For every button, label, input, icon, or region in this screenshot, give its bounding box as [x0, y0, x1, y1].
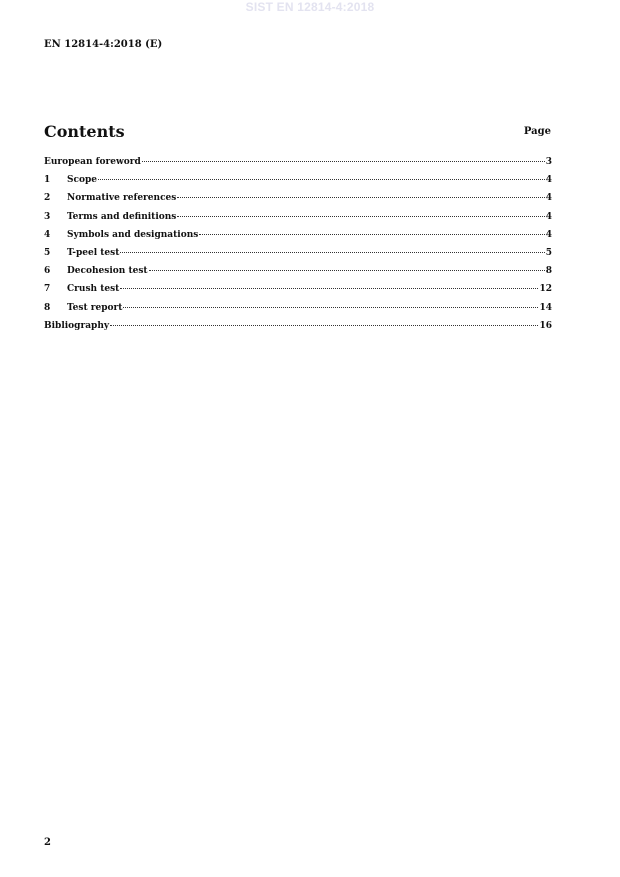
table-of-contents	[44, 157, 552, 339]
toc-entry-title: Decohesion test	[67, 266, 148, 277]
toc-entry[interactable]	[44, 303, 552, 321]
toc-entry-page: 12	[539, 284, 552, 295]
toc-leader	[98, 179, 545, 180]
toc-entry-title: Normative references	[67, 193, 177, 204]
toc-leader	[110, 325, 538, 326]
toc-entry[interactable]	[44, 175, 552, 193]
toc-entry-number: 8	[44, 302, 51, 313]
toc-entry[interactable]	[44, 157, 552, 175]
toc-entry-title: Crush test	[67, 284, 120, 295]
toc-leader	[177, 216, 544, 217]
toc-entry[interactable]	[44, 284, 552, 302]
toc-entry-title: Test report	[67, 302, 123, 313]
toc-entry-page: 5	[545, 247, 552, 258]
page-column-heading: Page	[523, 126, 551, 137]
toc-entry-number: 2	[44, 193, 51, 204]
toc-entry-title: T-peel test	[67, 247, 120, 258]
toc-entry[interactable]	[44, 321, 552, 339]
toc-entry-number: 6	[44, 266, 51, 277]
toc-entry-page: 4	[545, 175, 552, 186]
toc-leader	[142, 161, 545, 162]
toc-entry-page: 8	[545, 266, 552, 277]
toc-leader	[120, 288, 538, 289]
toc-leader	[149, 270, 545, 271]
document-id: EN 12814-4:2018 (E)	[44, 39, 163, 50]
page-number: 2	[44, 837, 51, 848]
toc-leader	[123, 307, 538, 308]
toc-entry-title: Bibliography	[44, 320, 110, 331]
toc-entry-page: 16	[539, 320, 552, 331]
toc-entry[interactable]	[44, 193, 552, 211]
toc-leader	[120, 252, 544, 253]
toc-entry-page: 3	[545, 157, 552, 167]
contents-heading: Contents	[44, 122, 125, 141]
toc-leader	[199, 234, 544, 235]
toc-leader	[177, 197, 544, 198]
toc-entry[interactable]	[44, 230, 552, 248]
toc-entry-page: 14	[539, 302, 552, 313]
toc-entry-number: 5	[44, 247, 51, 258]
toc-entry-title: Terms and definitions	[67, 211, 177, 222]
toc-entry-page: 4	[545, 211, 552, 222]
toc-entry-number: 4	[44, 229, 51, 240]
toc-entry-number: 1	[44, 175, 51, 186]
toc-entry-title: Symbols and designations	[67, 229, 199, 240]
watermark: SIST EN 12814-4:2018	[245, 0, 375, 14]
toc-entry-title: European foreword	[44, 157, 141, 167]
toc-entry-title: Scope	[67, 175, 98, 186]
toc-entry-number: 7	[44, 284, 51, 295]
toc-entry[interactable]	[44, 266, 552, 284]
toc-entry-page: 4	[545, 193, 552, 204]
toc-entry[interactable]	[44, 248, 552, 266]
toc-entry-page: 4	[545, 229, 552, 240]
toc-entry[interactable]	[44, 212, 552, 230]
toc-entry-number: 3	[44, 211, 51, 222]
